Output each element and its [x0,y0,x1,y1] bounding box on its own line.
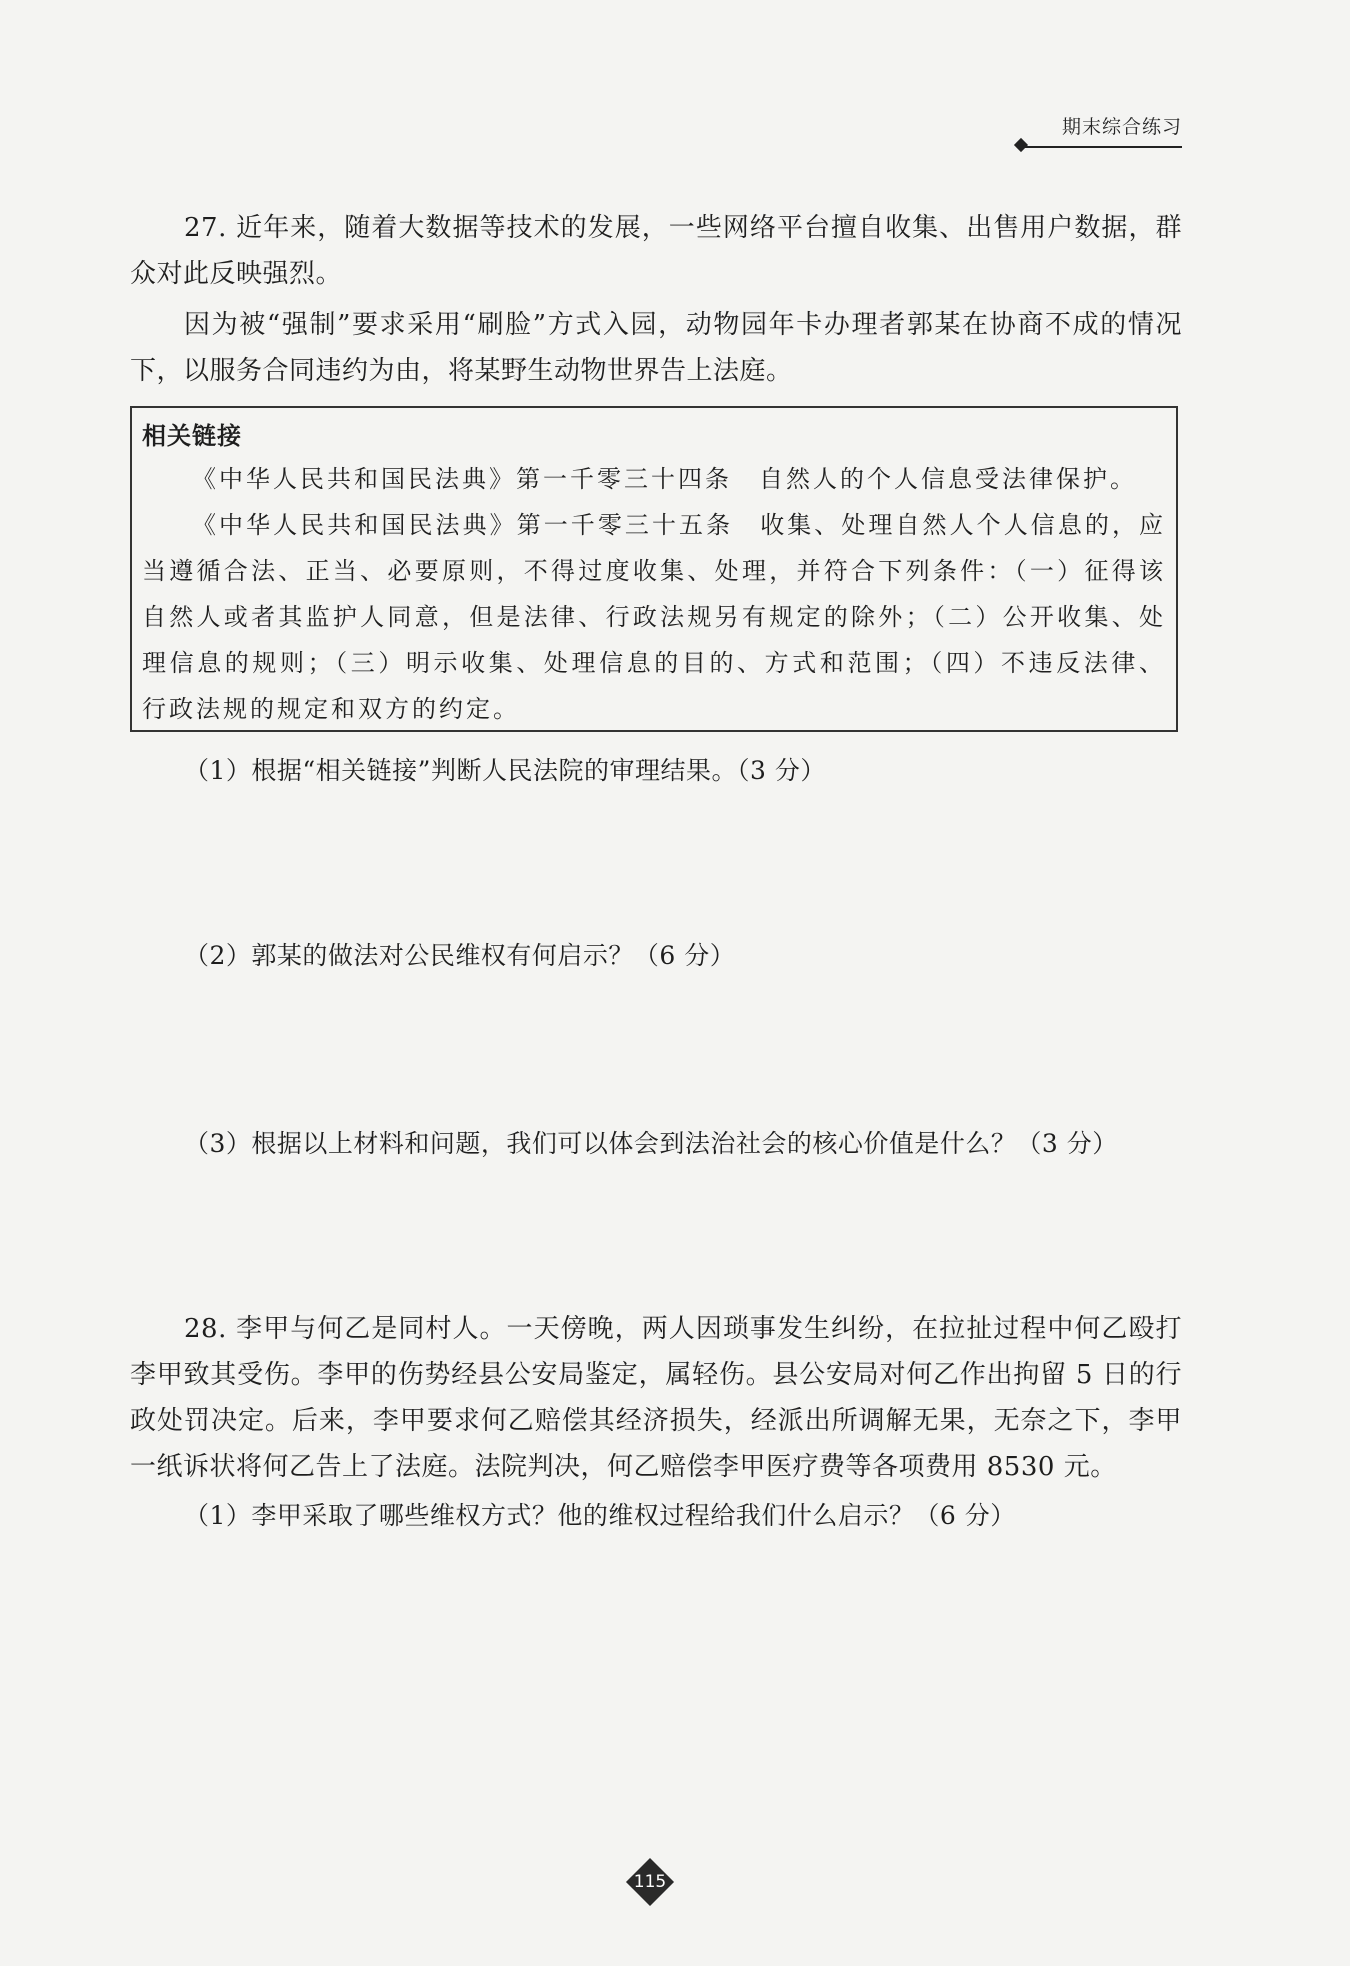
q27-sub-question-3: （3）根据以上材料和问题，我们可以体会到法治社会的核心价值是什么？（3 分） [184,1129,1118,1158]
civil-code-article-1035: 《中华人民共和国民法典》第一千零三十五条 收集、处理自然人个人信息的，应当遵循合法、正当、必要原则，不得过度收集、处理，并符合下列条件：（一）征得该自然人或者其监护人同意，但是法律、行政法规另有规定的除外；（二）公开收集、处理信息的规则；（三）明示收集、处理信息的目的、方式和范围；（四）不违反法律、行政法规的规定和双方的约定。 [142,511,1166,723]
page-number: 115 [633,1872,667,1892]
q28-sub-question-1: （1）李甲采取了哪些维权方式？他的维权过程给我们什么启示？（6 分） [184,1501,1016,1530]
related-links-title: 相关链接 [142,422,242,450]
related-links-box [130,406,1178,732]
q27-intro-1: 27. 近年来，随着大数据等技术的发展，一些网络平台擅自收集、出售用户数据，群众对此反映强烈。 [130,213,1182,289]
q28-intro: 28. 李甲与何乙是同村人。一天傍晚，两人因琐事发生纠纷，在拉扯过程中何乙殴打李甲致其受伤。李甲的伤势经县公安局鉴定，属轻伤。县公安局对何乙作出拘留 5 日的行政处罚决定。后来，李甲要求何乙赔偿其经济损失，经派出所调解无果，无奈之下，李甲一纸诉状将何乙告上了法庭。法院判决，何乙赔偿李甲医疗费等各项费用 8530 元。 [130,1314,1182,1482]
q27-sub-question-2: （2）郭某的做法对公民维权有何启示？（6 分） [184,941,736,970]
q27-intro-2: 因为被“强制”要求采用“刷脸”方式入园，动物园年卡办理者郭某在协商不成的情况下，以服务合同违约为由，将某野生动物世界告上法庭。 [130,310,1182,386]
q27-sub-question-1: （1）根据“相关链接”判断人民法院的审理结果。（3 分） [184,756,826,785]
page-number-badge [626,1858,674,1906]
header [1062,112,1182,139]
header-rule [1022,146,1182,148]
header-diamond-icon [1014,138,1028,152]
civil-code-article-1034: 《中华人民共和国民法典》第一千零三十四条 自然人的个人信息受法律保护。 [192,465,1137,493]
section-title: 期末综合练习 [1061,116,1182,138]
